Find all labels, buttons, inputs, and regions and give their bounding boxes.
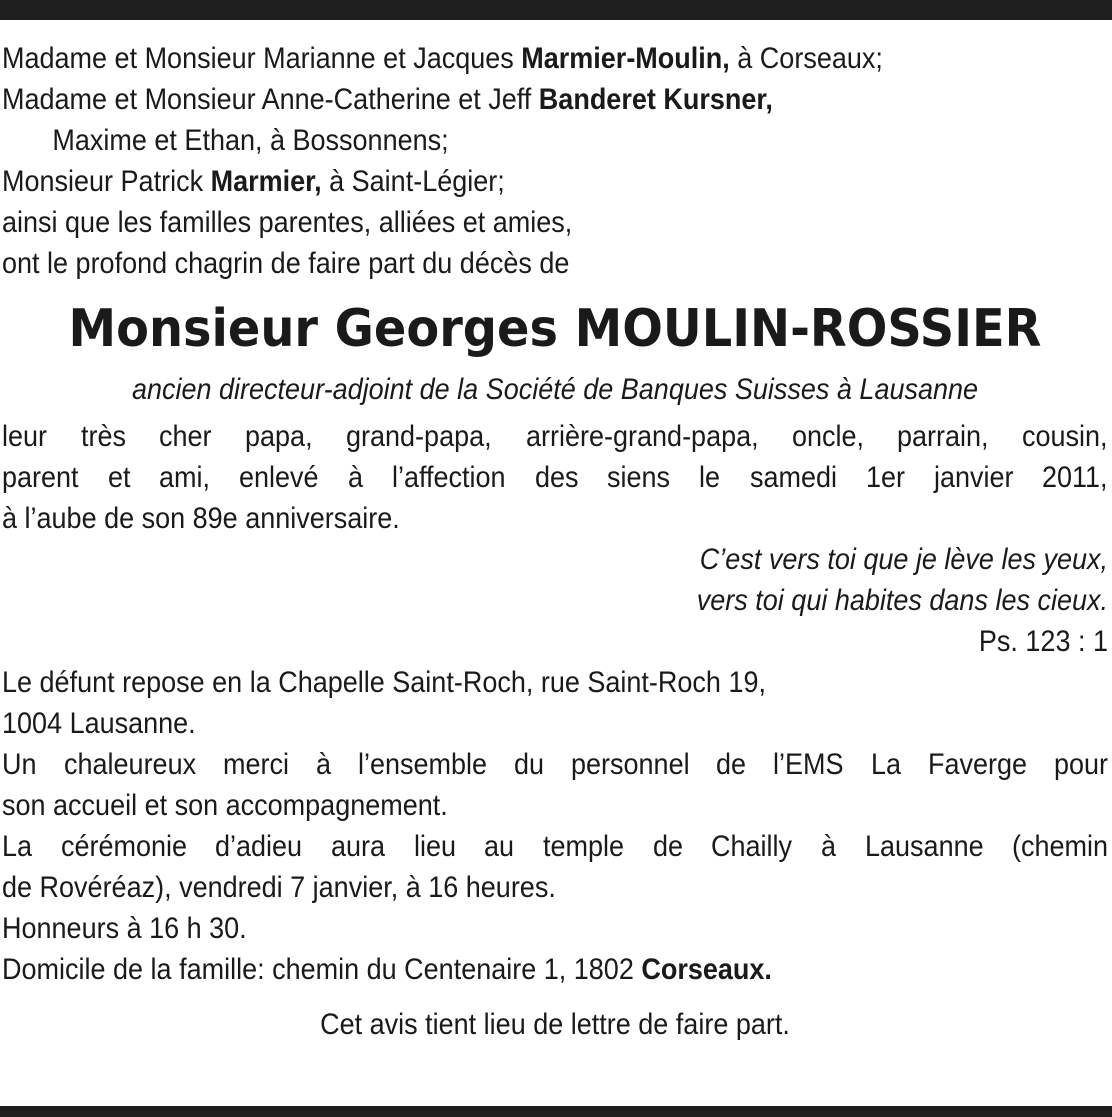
word: des	[534, 461, 579, 494]
announcement-line-2	[2, 457, 1108, 498]
word: Faverge	[927, 748, 1027, 781]
details-line-3	[2, 744, 1108, 785]
deceased-role: ancien directeur-adjoint de la Société de Banques Suisses à Lausanne	[131, 373, 979, 406]
announcement-line-3: à l’aube de son 89e anniversaire.	[2, 502, 400, 535]
address-text: Domicile de la famille: chemin du Centenaire 1, 1802	[2, 953, 642, 986]
word: aura	[331, 830, 386, 863]
family-line-4	[2, 161, 997, 202]
word: lieu	[413, 830, 456, 863]
word: siens	[607, 461, 671, 494]
word: merci	[222, 748, 289, 781]
word: grand-papa,	[346, 420, 492, 453]
word: samedi	[749, 461, 837, 494]
notice-content	[2, 38, 1108, 1045]
word: 1er	[865, 461, 905, 494]
family-line-6: ont le profond chagrin de faire part du décès de	[2, 247, 570, 280]
announcement-line-1	[2, 416, 1108, 457]
word: l’ensemble	[357, 748, 487, 781]
family-location: à Corseaux;	[729, 42, 883, 75]
details-line-8	[2, 949, 997, 990]
word: cérémonie	[60, 830, 187, 863]
details-line-5	[2, 826, 1108, 867]
family-line-1	[2, 38, 997, 79]
verse-line-1: C’est vers toi que je lève les yeux,	[699, 543, 1108, 576]
word: Lausanne	[864, 830, 984, 863]
word: Un	[2, 748, 37, 781]
family-text: Madame et Monsieur Marianne et Jacques	[2, 42, 522, 75]
word: personnel	[570, 748, 690, 781]
details-line-4: son accueil et son accompagnement.	[2, 789, 448, 822]
word: de	[652, 830, 683, 863]
word: temple	[543, 830, 625, 863]
family-line-2	[2, 79, 997, 120]
family-surname: Marmier-Moulin,	[521, 42, 730, 75]
word: au	[484, 830, 515, 863]
word: papa,	[245, 420, 313, 453]
family-text: Madame et Monsieur Anne-Catherine et Jeff	[2, 83, 539, 116]
word: cousin,	[1022, 420, 1108, 453]
word: d’adieu	[215, 830, 303, 863]
details-line-1: Le défunt repose en la Chapelle Saint-Roch, rue Saint-Roch 19,	[2, 666, 766, 699]
word: cher	[159, 420, 212, 453]
word: chaleureux	[63, 748, 196, 781]
address-town: Corseaux.	[641, 953, 772, 986]
word: parent	[2, 461, 79, 494]
word: le	[699, 461, 721, 494]
verse-line-2: vers toi qui habites dans les cieux.	[696, 584, 1108, 617]
word: l’EMS	[773, 748, 844, 781]
word: très	[80, 420, 126, 453]
word: enlevé	[239, 461, 319, 494]
details-line-2: 1004 Lausanne.	[2, 707, 196, 740]
verse-reference: Ps. 123 : 1	[978, 625, 1108, 658]
word: à	[315, 748, 331, 781]
word: leur	[2, 420, 48, 453]
bottom-rule	[0, 1106, 1112, 1117]
word: ami,	[159, 461, 211, 494]
details-line-7: Honneurs à 16 h 30.	[2, 912, 247, 945]
family-line-3: Maxime et Ethan, à Bossonnens;	[52, 124, 449, 157]
family-location: à Saint-Légier;	[321, 165, 505, 198]
footer-note: Cet avis tient lieu de lettre de faire part.	[320, 1008, 790, 1041]
word: du	[513, 748, 544, 781]
deceased-name: Monsieur Georges MOULIN-ROSSIER	[68, 299, 1042, 359]
family-surname: Marmier,	[210, 165, 322, 198]
word: (chemin	[1011, 830, 1108, 863]
word: 2011,	[1042, 461, 1108, 494]
word: l’affection	[392, 461, 506, 494]
word: arrière-grand-papa,	[525, 420, 759, 453]
word: et	[107, 461, 131, 494]
word: à	[347, 461, 363, 494]
word: janvier	[933, 461, 1014, 494]
family-line-5: ainsi que les familles parentes, alliées et amies,	[2, 206, 573, 239]
word: parrain,	[897, 420, 989, 453]
word: à	[820, 830, 836, 863]
details-line-6: de Rovéréaz), vendredi 7 janvier, à 16 heures.	[2, 871, 556, 904]
word: La	[2, 830, 33, 863]
family-text: Monsieur Patrick	[2, 165, 211, 198]
word: La	[870, 748, 901, 781]
word: pour	[1053, 748, 1108, 781]
top-rule	[0, 0, 1112, 20]
word: oncle,	[791, 420, 864, 453]
word: de	[716, 748, 747, 781]
word: Chailly	[711, 830, 793, 863]
family-surname: Banderet Kursner,	[538, 83, 773, 116]
